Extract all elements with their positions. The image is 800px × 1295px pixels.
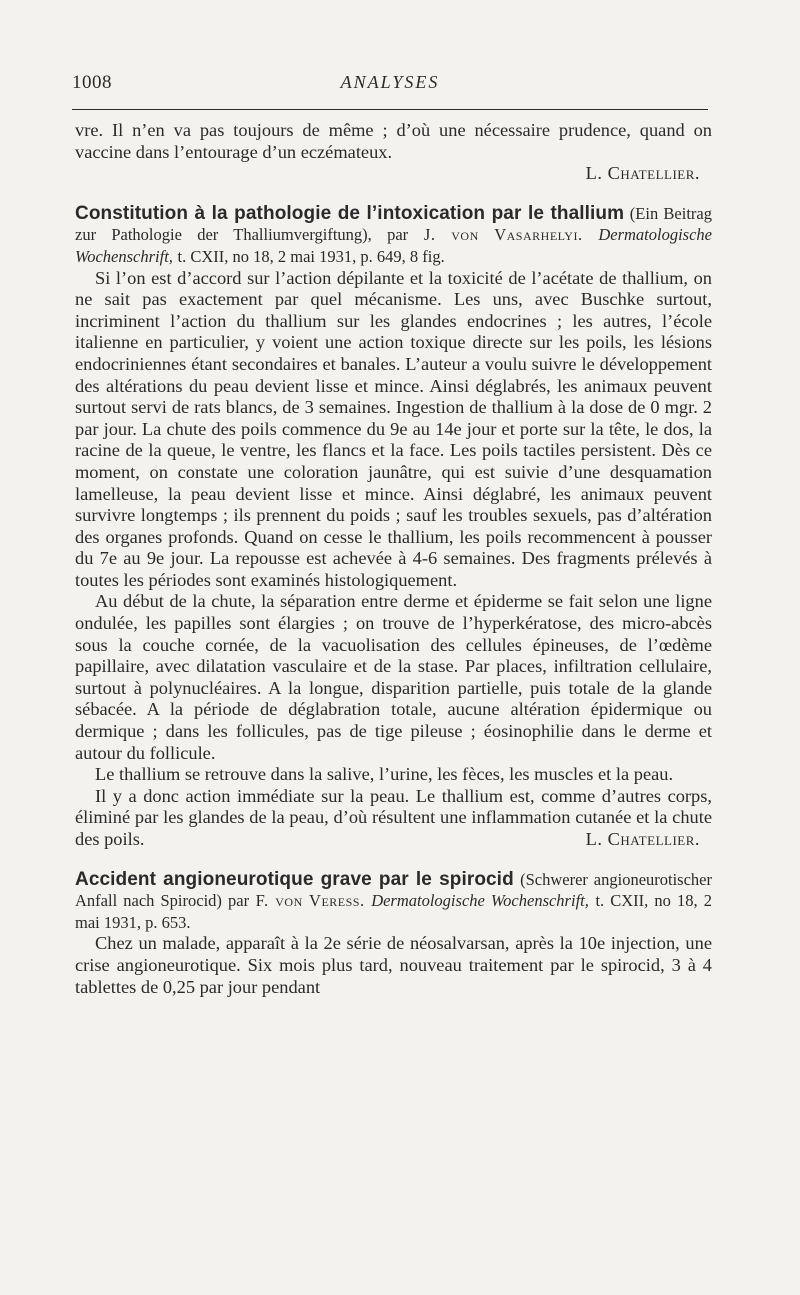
journal-reference: t. CXII, no 18, 2 mai 1931, p. 649, 8 fig. (177, 246, 445, 266)
signature: L. Chatellier. (585, 163, 700, 184)
header-rule (72, 109, 708, 110)
article-paragraph: Le thallium se retrouve dans la salive, l’urine, les fèces, les muscles et la peau. (95, 764, 674, 785)
article-title: Constitution à la pathologie de l’intoxication par le thallium (75, 202, 625, 224)
journal-reference: t. CXII, no 18, 2 mai 1931, p. 653. (75, 891, 712, 932)
article-heading (75, 203, 712, 268)
article-paragraph: Si l’on est d’accord sur l’action dépilante et la toxicité de l’acétate de thallium, on ne sait pas exactement par quel mécanisme. Les uns, avec Buschke surtout, incriminent l’action du thallium sur les glandes endocrines ; les autres, l’école italienne en particulier, y voient une action toxique directe sur les poils, les lésions endocriniennes étant secondaires et banales. L’auteur a voulu suivre le développement des altérations du peau devient lisse et mince. Ainsi déglabrés, les animaux peuvent surtout servi de rats blancs, de 3 semaines. Ingestion de thallium à la dose de 0 mgr. 2 par jour. La chute des poils commence du 9e au 14e jour et porte sur la tête, le dos, la racine de la queue, le ventre, les flancs et la face. Les poils tactiles persistent. Dès ce moment, on constate une coloration jaunâtre, qui est suivie d’une desquamation lamelleuse, la peau devient lisse et mince. Ainsi déglabré, les animaux peuvent survivre longtemps ; ils prennent du poids ; sauf les troubles sexuels, pas d’altération des organes profonds. Quand on cesse le thallium, les poils recommencent à pousser du 7e au 9e jour. La repousse est achevée à 4-6 semaines. Des fragments prélevés à toutes les périodes sont examinés histologiquement. (75, 267, 712, 590)
running-title: ANALYSES (340, 72, 440, 92)
journal-name: Dermatologische Wochenschrift, (371, 891, 589, 911)
paragraph-text: Il y a donc action immédiate sur la peau. Le thallium est, comme d’autres corps, éliminé par les glandes de la peau, d’où résultent une inflammation cutanée et la chute des poils. (75, 785, 712, 849)
previous-article-tail: vre. Il n’en va pas toujours de même ; d’où une nécessaire prudence, quand on vaccine dans l’entourage d’un eczémateux. (75, 120, 712, 162)
article-author: F. von Veress. (255, 891, 365, 911)
page-number: 1008 (72, 72, 112, 93)
article-heading (75, 869, 712, 934)
article-paragraph-final (75, 786, 712, 851)
page-body (75, 120, 712, 998)
page-header (72, 72, 708, 98)
article-paragraph: Chez un malade, apparaît à la 2e série de néosalvarsan, après la 10e injection, une crise angioneurotique. Six mois plus tard, nouveau traitement par le spirocid, 3 à 4 tablettes de 0,25 par jour pendant (75, 933, 712, 997)
original-title: (Schwerer angioneurotischer Anfall nach Spirocid) par (75, 869, 712, 911)
signature: L. Chatellier. (585, 829, 700, 849)
article-author: J. von Vasarhelyi. (423, 225, 583, 245)
article-title: Accident angioneurotique grave par le spirocid (75, 868, 514, 890)
original-title: (Ein Beitrag zur Pathologie der Thalliumvergiftung), par (75, 203, 712, 245)
article-paragraph: Au début de la chute, la séparation entre derme et épiderme se fait selon une ligne ondulée, les papilles sont élargies ; on trouve de l’hyperkératose, des micro-abcès sous la couche cornée, de la vacuolisation des cellules épineuses, de l’œdème papillaire, avec dilatation vasculaire et de la stase. Par places, infiltration cellulaire, surtout à polynucléaires. A la longue, disparition partielle, puis totale de la glande sébacée. A la période de déglabration totale, aucune altération épidermique ou dermique ; dans les follicules, pas de tige pileuse ; éosinophilie dans le derme et autour du follicule. (75, 591, 712, 763)
journal-name: Dermatologische Wochenschrift, (75, 225, 712, 266)
